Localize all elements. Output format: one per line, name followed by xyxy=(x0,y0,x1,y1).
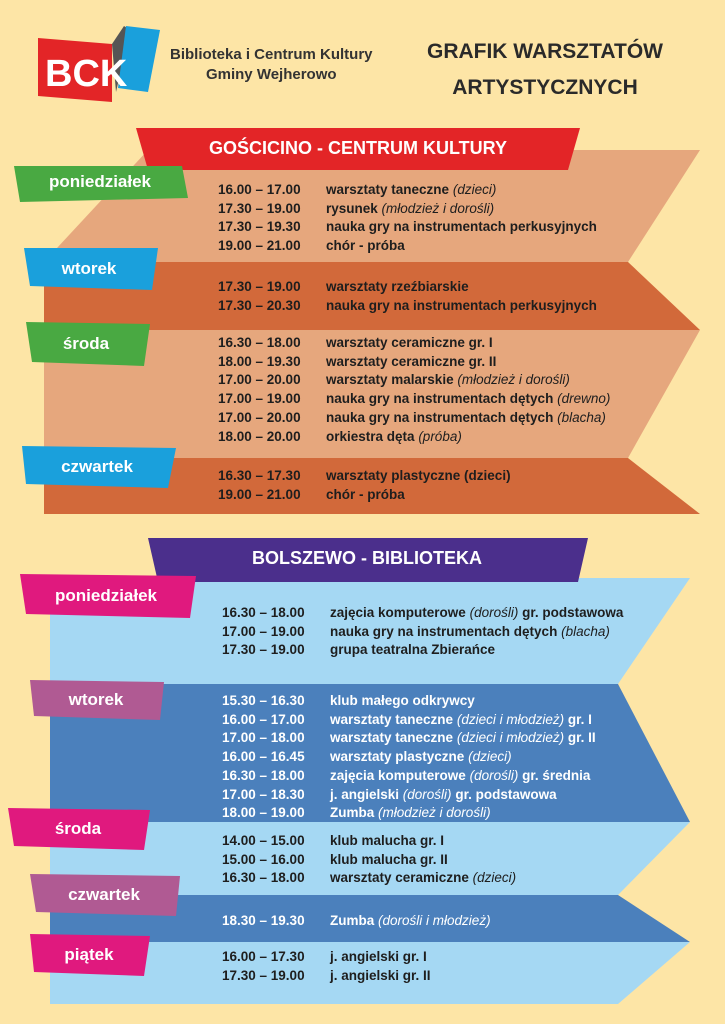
time-range: 15.00 – 16.00 xyxy=(222,851,305,867)
time-range: 17.00 – 20.00 xyxy=(218,372,301,388)
schedule-row xyxy=(222,912,491,931)
activity-note: (dzieci i młodzież) xyxy=(456,730,565,746)
time-range: 18.00 – 20.00 xyxy=(218,428,301,444)
activity-name: Zumba xyxy=(330,805,375,821)
bck-logo-icon xyxy=(38,26,160,102)
activity-note: (dorośli) xyxy=(402,786,452,802)
time-range: 19.00 – 21.00 xyxy=(218,486,301,502)
activity-name: warsztaty plastyczne (dzieci) xyxy=(326,468,511,483)
schedule-row xyxy=(218,390,610,409)
goscicino-wednesday-list xyxy=(218,334,610,446)
time-range: 16.00 – 17.00 xyxy=(222,711,305,727)
schedule-row xyxy=(222,711,596,730)
schedule-row xyxy=(218,371,610,390)
time-range: 17.30 – 19.30 xyxy=(218,219,301,235)
time-range: 18.00 – 19.30 xyxy=(218,353,301,369)
time-range: 15.30 – 16.30 xyxy=(222,693,305,708)
schedule-row xyxy=(218,297,597,316)
activity-name: j. angielski gr. I xyxy=(330,949,427,964)
activity-name: zajęcia komputerowe xyxy=(330,767,466,783)
schedule-row xyxy=(222,623,623,642)
schedule-row xyxy=(218,353,610,372)
schedule-row xyxy=(222,869,516,888)
time-range: 16.00 – 17.30 xyxy=(222,949,305,964)
time-range: 18.30 – 19.30 xyxy=(222,913,305,928)
activity-name: nauka gry na instrumentach dętych xyxy=(330,623,558,639)
bolszewo-title: BOLSZEWO - BIBLIOTEKA xyxy=(252,548,482,568)
activity-name: nauka gry na instrumentach dętych xyxy=(326,391,554,407)
activity-note: (dzieci) xyxy=(452,182,497,197)
schedule-row xyxy=(222,641,623,660)
time-range: 18.00 – 19.00 xyxy=(222,805,305,821)
activity-note: (dzieci i młodzież) xyxy=(456,711,565,727)
schedule-row xyxy=(222,729,596,748)
time-range: 16.30 – 17.30 xyxy=(218,468,301,483)
time-range: 19.00 – 21.00 xyxy=(218,238,301,254)
goscicino-day-monday: poniedziałek xyxy=(48,172,152,191)
goscicino-thursday-list xyxy=(218,467,511,504)
goscicino-title: GOŚCICINO - CENTRUM KULTURY xyxy=(209,138,507,158)
time-range: 17.00 – 18.00 xyxy=(222,730,305,746)
time-range: 17.00 – 19.00 xyxy=(222,623,305,639)
activity-name: nauka gry na instrumentach perkusyjnych xyxy=(326,297,597,313)
schedule-row xyxy=(222,767,596,786)
bolszewo-monday-list xyxy=(222,604,623,660)
org-line-2: Gminy Wejherowo xyxy=(205,66,337,83)
time-range: 17.00 – 19.00 xyxy=(218,391,301,407)
bolszewo-wednesday-list xyxy=(222,832,516,888)
bolszewo-thursday-list xyxy=(222,912,491,931)
title-line-2: ARTYSTYCZNYCH xyxy=(452,76,638,99)
activity-name: nauka gry na instrumentach dętych xyxy=(326,409,554,425)
time-range: 16.30 – 18.00 xyxy=(222,605,305,620)
activity-name: warsztaty taneczne xyxy=(330,730,454,746)
time-range: 16.00 – 17.00 xyxy=(218,182,301,197)
activity-group: gr. podstawowa xyxy=(522,605,624,620)
activity-name: orkiestra dęta xyxy=(326,428,415,444)
activity-name: warsztaty ceramiczne xyxy=(330,870,469,886)
schedule-row xyxy=(218,278,597,297)
time-range: 16.30 – 18.00 xyxy=(222,767,305,783)
bolszewo-day-thursday: czwartek xyxy=(68,885,140,904)
schedule-row xyxy=(218,218,597,237)
activity-note: (młodzież i dorośli) xyxy=(457,372,570,388)
activity-name: klub małego odkrywcy xyxy=(330,693,475,708)
goscicino-day-thursday: czwartek xyxy=(61,457,133,476)
schedule-row xyxy=(222,948,431,967)
logo-letters: BCK xyxy=(45,53,128,95)
activity-name: grupa teatralna Zbierańce xyxy=(330,642,496,658)
activity-name: klub malucha gr. II xyxy=(330,851,448,867)
schedule-row xyxy=(222,786,596,805)
activity-note: (drewno) xyxy=(557,391,611,407)
time-range: 16.00 – 16.45 xyxy=(222,749,305,765)
bolszewo-day-tuesday: wtorek xyxy=(68,690,124,709)
schedule-row xyxy=(218,486,511,505)
time-range: 17.30 – 19.00 xyxy=(222,642,305,658)
org-line-1: Biblioteka i Centrum Kultury xyxy=(170,46,373,63)
activity-name: warsztaty taneczne xyxy=(326,182,450,197)
activity-name: warsztaty plastyczne xyxy=(330,749,465,765)
activity-name: zajęcia komputerowe xyxy=(330,605,466,620)
activity-note: (blacha) xyxy=(557,409,606,425)
bolszewo-tuesday-list xyxy=(222,692,596,823)
goscicino-tuesday-list xyxy=(218,278,597,315)
time-range: 17.30 – 19.00 xyxy=(218,279,301,294)
schedule-row xyxy=(218,181,597,200)
schedule-row xyxy=(222,851,516,870)
activity-name: warsztaty malarskie xyxy=(326,372,454,388)
schedule-row xyxy=(222,804,596,823)
activity-group: gr. podstawowa xyxy=(455,786,557,802)
time-range: 17.00 – 20.00 xyxy=(218,409,301,425)
schedule-row xyxy=(222,967,431,986)
activity-note: (młodzież i dorośli) xyxy=(381,200,495,216)
activity-note: (dorośli i młodzież) xyxy=(378,913,491,928)
schedule-row xyxy=(222,832,516,851)
activity-note: (blacha) xyxy=(561,623,610,639)
activity-name: warsztaty ceramiczne gr. I xyxy=(326,335,493,350)
bolszewo-day-wednesday: środa xyxy=(54,819,102,838)
activity-name: chór - próba xyxy=(326,238,405,254)
goscicino-monday-list xyxy=(218,181,597,256)
activity-note: (próba) xyxy=(418,428,462,444)
time-range: 17.00 – 18.30 xyxy=(222,786,305,802)
time-range: 14.00 – 15.00 xyxy=(222,833,305,848)
time-range: 17.30 – 19.00 xyxy=(218,200,301,216)
schedule-row xyxy=(222,748,596,767)
schedule-row xyxy=(222,604,623,623)
activity-note: (dzieci) xyxy=(468,749,512,765)
activity-name: warsztaty taneczne xyxy=(330,711,454,727)
page-title xyxy=(395,34,695,106)
schedule-row xyxy=(218,237,597,256)
activity-name: Zumba xyxy=(330,913,375,928)
schedule-row xyxy=(218,467,511,486)
activity-name: warsztaty rzeźbiarskie xyxy=(326,279,469,294)
activity-group: gr. II xyxy=(567,730,596,746)
activity-name: nauka gry na instrumentach perkusyjnych xyxy=(326,219,597,235)
activity-note: (dzieci) xyxy=(472,870,517,886)
schedule-row xyxy=(218,334,610,353)
time-range: 16.30 – 18.00 xyxy=(218,335,301,350)
activity-name: rysunek xyxy=(326,200,378,216)
bolszewo-day-monday: poniedziałek xyxy=(54,586,158,605)
activity-name: chór - próba xyxy=(326,486,405,502)
time-range: 17.30 – 19.00 xyxy=(222,967,305,983)
title-line-1: GRAFIK WARSZTATÓW xyxy=(426,40,663,63)
goscicino-day-tuesday: wtorek xyxy=(61,259,117,278)
bolszewo-day-friday: piątek xyxy=(64,945,114,964)
organization-name xyxy=(170,45,373,85)
activity-name: j. angielski gr. II xyxy=(330,967,431,983)
goscicino-day-wednesday: środa xyxy=(62,334,110,353)
time-range: 17.30 – 20.30 xyxy=(218,297,301,313)
schedule-row xyxy=(218,200,597,219)
activity-name: klub malucha gr. I xyxy=(330,833,445,848)
time-range: 16.30 – 18.00 xyxy=(222,870,305,886)
activity-name: warsztaty ceramiczne gr. II xyxy=(326,353,497,369)
activity-group: gr. średnia xyxy=(522,767,591,783)
activity-note: (dorośli) xyxy=(469,767,519,783)
activity-name: j. angielski xyxy=(330,786,400,802)
activity-note: (młodzież i dorośli) xyxy=(378,805,491,821)
bolszewo-friday-list xyxy=(222,948,431,985)
activity-note: (dorośli) xyxy=(469,605,519,620)
schedule-row xyxy=(218,409,610,428)
activity-group: gr. I xyxy=(567,711,592,727)
schedule-row xyxy=(222,692,596,711)
schedule-row xyxy=(218,428,610,447)
